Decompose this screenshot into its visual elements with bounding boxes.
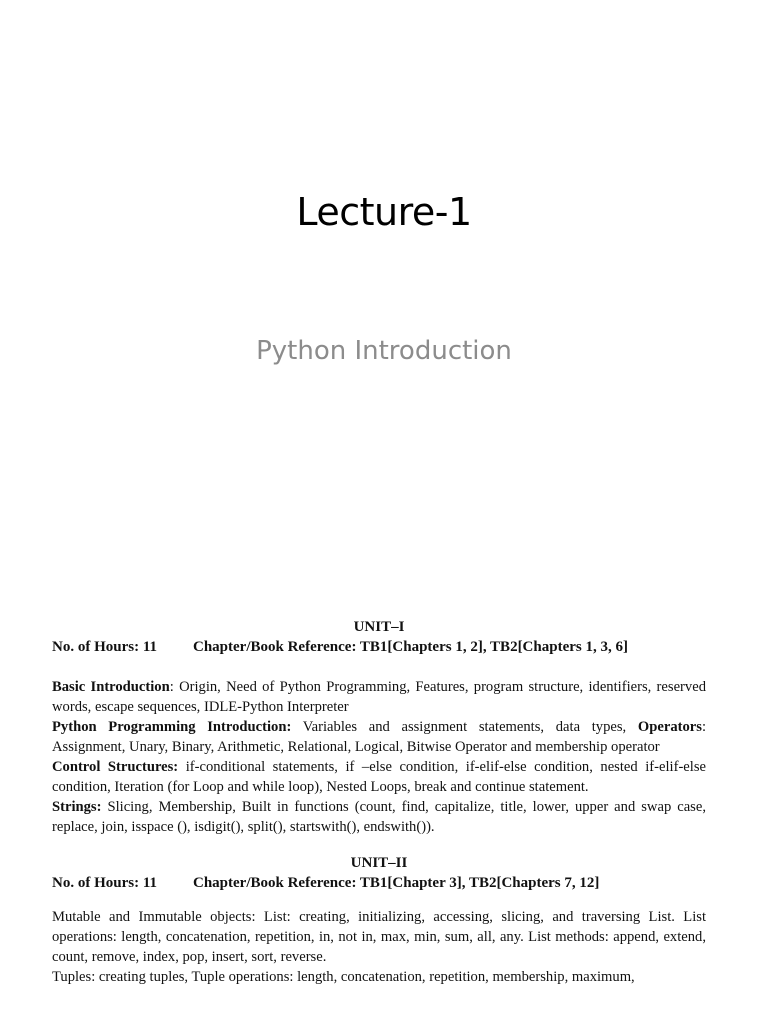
mutable-immutable-paragraph: Mutable and Immutable objects: List: creating, initializing, accessing, slicing, and traversing List. List operations: length, concatenation, repetition, in, not in, max, min, sum, all, any. List methods: append, extend, count, remove, index, pop, insert, sort, reverse. [52,909,706,965]
strings-text: Slicing, Membership, Built in functions (count, find, capitalize, title, lower, upper and swap case, replace, join, isspace (), isdigit(), split(), startswith(), endswith()). [52,799,706,835]
control-structures-text: if-conditional statements, if –else condition, if-elif-else condition, nested if-elif-else condition, Iteration (for Loop and while loop), Nested Loops, break and continue statement. [52,759,706,795]
operators-label: Operators [637,719,702,735]
python-programming-introduction-paragraph [52,717,706,757]
unit-1-reference: Chapter/Book Reference: TB1[Chapters 1, 2], TB2[Chapters 1, 3, 6] [193,639,628,655]
unit-1-hours-row [52,637,706,657]
ppi-text-1: Variables and assignment statements, data types, [291,719,638,735]
syllabus-excerpt [52,617,706,987]
unit-2-reference: Chapter/Book Reference: TB1[Chapter 3], TB2[Chapters 7, 12] [193,875,600,891]
basic-introduction-text: : Origin, Need of Python Programming, Features, program structure, identifiers, reserved words, escape sequences, IDLE-Python Interpreter [52,679,706,715]
unit-1-hours: No. of Hours: 11 [52,639,157,655]
strings-paragraph [52,797,706,837]
slide-subtitle: Python Introduction [256,336,512,366]
control-structures-label: Control Structures: [52,759,179,775]
control-structures-paragraph [52,757,706,797]
unit-2-hours-row [52,873,706,893]
unit-2-hours: No. of Hours: 11 [52,875,157,891]
ppi-text-2: : Assignment, Unary, Binary, Arithmetic, Relational, Logical, Bitwise Operator and membership operator [52,719,706,755]
tuples-paragraph: Tuples: creating tuples, Tuple operations: length, concatenation, repetition, membership, maximum, [52,969,635,985]
ppi-label: Python Programming Introduction: [52,719,292,735]
unit-1-heading: UNIT–I [353,619,405,635]
basic-introduction-paragraph [52,677,706,717]
basic-introduction-label: Basic Introduction [52,679,170,695]
slide-title: Lecture-1 [296,190,472,234]
unit-2-heading: UNIT–II [350,855,408,871]
strings-label: Strings: [52,799,102,815]
